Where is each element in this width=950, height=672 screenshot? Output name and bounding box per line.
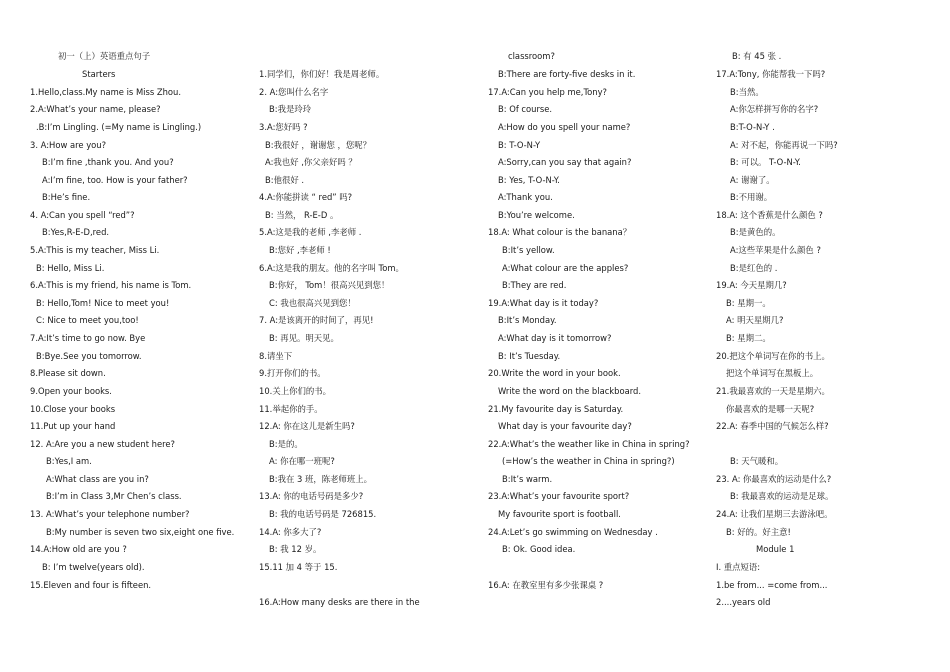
text-line: B:It’s Monday. bbox=[498, 315, 557, 325]
text-line: B: 有 45 张 . bbox=[732, 51, 782, 61]
text-line: B: Yes, T-O-N-Y. bbox=[498, 175, 560, 185]
text-line: B:他很好 . bbox=[265, 175, 305, 185]
text-line: 19.A:What day is it today? bbox=[488, 298, 599, 308]
text-line: Write the word on the blackboard. bbox=[498, 386, 642, 396]
text-line: 2.A:What’s your name, please? bbox=[30, 104, 161, 114]
text-line: 16.A: 在教室里有多少张课桌 ? bbox=[488, 580, 604, 590]
text-line: 21.My favourite day is Saturday. bbox=[488, 404, 624, 414]
text-line: B: 可以。 T-O-N-Y. bbox=[730, 157, 801, 167]
text-line: B:是红色的 . bbox=[730, 263, 778, 273]
text-line: 你最喜欢的是哪一天呢? bbox=[726, 404, 815, 414]
text-line: 3. A:How are you? bbox=[30, 140, 107, 150]
text-line: 6.A:This is my friend, his name is Tom. bbox=[30, 280, 192, 290]
page-title: 初一（上）英语重点句子 bbox=[58, 51, 151, 61]
text-line: A:我也好 ,你父亲好吗 ？ bbox=[265, 157, 357, 167]
text-line: 18.A: 这个香蕉是什么颜色 ? bbox=[716, 210, 823, 220]
text-line: B: 好的。好主意! bbox=[726, 527, 791, 537]
text-line: 4.A:你能拼读 “ red” 吗? bbox=[259, 192, 353, 202]
text-line: B: Hello,Tom! Nice to meet you! bbox=[36, 298, 170, 308]
text-line: B:我很好 ，谢谢您 ，您呢？ bbox=[265, 140, 372, 150]
text-line: 15.Eleven and four is fifteen. bbox=[30, 580, 152, 590]
text-line: 23.A:What’s your favourite sport? bbox=[488, 491, 630, 501]
text-line: A:你怎样拼写你的名字? bbox=[730, 104, 819, 114]
text-line: 9.Open your books. bbox=[30, 386, 112, 396]
column-1 bbox=[26, 0, 261, 672]
text-line: 21.我最喜欢的一天是星期六。 bbox=[716, 386, 830, 396]
text-line: 10.关上你们的书。 bbox=[259, 386, 331, 396]
text-line: 13.A: 你的电话号码是多少? bbox=[259, 491, 364, 501]
text-line: B: It’s Tuesday. bbox=[498, 351, 561, 361]
text-line: A:I’m fine, too. How is your father? bbox=[42, 175, 188, 185]
text-line: 20.把这个单词写在你的书上。 bbox=[716, 351, 830, 361]
text-line: B:There are forty-five desks in it. bbox=[498, 69, 636, 79]
text-line: 15.11 加 4 等于 15. bbox=[259, 562, 338, 572]
text-line: A:这些苹果是什么颜色 ? bbox=[730, 245, 821, 255]
text-line: B:He’s fine. bbox=[42, 192, 91, 202]
text-line: 把这个单词写在黑板上。 bbox=[726, 368, 819, 378]
text-line: A: 对不起，你能再说一下吗? bbox=[730, 140, 838, 150]
text-line: 13. A:What’s your telephone number? bbox=[30, 509, 190, 519]
text-line: B:你好， Tom！很高兴见到您！ bbox=[269, 280, 390, 290]
text-line: A:Sorry,can you say that again? bbox=[498, 157, 632, 167]
text-line: B:当然。 bbox=[730, 87, 764, 97]
text-line: 16.A:How many desks are there in the bbox=[259, 597, 420, 607]
text-line: B:是黄色的。 bbox=[730, 227, 781, 237]
text-line: 2. A:您叫什么名字 bbox=[259, 87, 329, 97]
text-line: (=How’s the weather in China in spring?) bbox=[502, 456, 675, 466]
text-line: 7. A:是该离开的时间了，再见! bbox=[259, 315, 374, 325]
text-line: C: Nice to meet you,too! bbox=[36, 315, 139, 325]
text-line: B:I’m fine ,thank you. And you? bbox=[42, 157, 174, 167]
text-line: B:我在 3 班，陈老师班上。 bbox=[269, 474, 372, 484]
text-line: 20.Write the word in your book. bbox=[488, 368, 621, 378]
text-line: 19.A: 今天星期几? bbox=[716, 280, 787, 290]
text-line: 5.A:This is my teacher, Miss Li. bbox=[30, 245, 160, 255]
text-line: A: 明天星期几? bbox=[726, 315, 784, 325]
text-line: A: 谢谢了。 bbox=[730, 175, 775, 185]
text-line: 8.Please sit down. bbox=[30, 368, 106, 378]
text-line: 1.be from... =come from... bbox=[716, 580, 828, 590]
text-line: A:What day is it tomorrow? bbox=[498, 333, 612, 343]
text-line: A:Thank you. bbox=[498, 192, 553, 202]
text-line: B: 当然， R-E-D 。 bbox=[265, 210, 339, 220]
text-line: 17.A:Can you help me,Tony? bbox=[488, 87, 607, 97]
text-line: B: I’m twelve(years old). bbox=[42, 562, 145, 572]
text-line: 12. A:Are you a new student here? bbox=[30, 439, 175, 449]
text-line: Module 1 bbox=[756, 544, 795, 554]
text-line: A:What colour are the apples? bbox=[502, 263, 629, 273]
text-line: B: T-O-N-Y bbox=[498, 140, 541, 150]
text-line: B: 天气暖和。 bbox=[730, 456, 784, 466]
column-2 bbox=[255, 0, 490, 672]
text-line: 18.A: What colour is the banana？ bbox=[488, 227, 632, 237]
text-line: B: 我 12 岁。 bbox=[269, 544, 322, 554]
text-line: Starters bbox=[82, 69, 116, 79]
text-line: 24.A: 让我们星期三去游泳吧。 bbox=[716, 509, 833, 519]
text-line: 14.A:How old are you ? bbox=[30, 544, 127, 554]
text-line: B: 再见。明天见。 bbox=[269, 333, 339, 343]
text-line: My favourite sport is football. bbox=[498, 509, 621, 519]
text-line: A:How do you spell your name? bbox=[498, 122, 631, 132]
text-line: 14.A: 你多大了? bbox=[259, 527, 322, 537]
text-line: B: Ok. Good idea. bbox=[502, 544, 576, 554]
text-line: .B:I’m Lingling. (=My name is Lingling.) bbox=[36, 122, 202, 132]
column-3 bbox=[484, 0, 719, 672]
text-line: B: 星期二。 bbox=[726, 333, 771, 343]
text-line: 22.A: 春季中国的气候怎么样? bbox=[716, 421, 829, 431]
text-line: 1.Hello,class.My name is Miss Zhou. bbox=[30, 87, 182, 97]
text-line: B:I’m in Class 3,Mr Chen’s class. bbox=[46, 491, 182, 501]
text-line: 17.A:Tony, 你能帮我一下吗? bbox=[716, 69, 826, 79]
text-line: B:是的。 bbox=[269, 439, 303, 449]
text-line: 8.请坐下 bbox=[259, 351, 293, 361]
text-line: 2....years old bbox=[716, 597, 771, 607]
text-line: 12.A: 你在这儿是新生吗? bbox=[259, 421, 355, 431]
text-line: 7.A:It’s time to go now. Bye bbox=[30, 333, 146, 343]
text-line: B: 星期一。 bbox=[726, 298, 771, 308]
text-line: 6.A:这是我的朋友。他的名字叫 Tom。 bbox=[259, 263, 404, 273]
text-line: classroom? bbox=[508, 51, 555, 61]
text-line: 23. A: 你最喜欢的运动是什么? bbox=[716, 474, 832, 484]
text-line: 5.A:这是我的老师 ,李老师 . bbox=[259, 227, 362, 237]
text-line: B:Yes,I am. bbox=[46, 456, 92, 466]
text-line: B:It’s warm. bbox=[502, 474, 553, 484]
text-line: I. 重点短语: bbox=[716, 562, 761, 572]
text-line: 11.Put up your hand bbox=[30, 421, 116, 431]
text-line: B: 我的电话号码是 726815. bbox=[269, 509, 377, 519]
text-line: C: 我也很高兴见到您！ bbox=[269, 298, 356, 308]
text-line: B: 我最喜欢的运动是足球。 bbox=[730, 491, 834, 501]
text-line: A:What class are you in? bbox=[46, 474, 149, 484]
text-line: 11.举起你的手。 bbox=[259, 404, 323, 414]
text-line: 1.同学们，你们好！我是周老师。 bbox=[259, 69, 385, 79]
text-line: 9.打开你们的书。 bbox=[259, 368, 326, 378]
text-line: B:您好 ,李老师 ! bbox=[269, 245, 331, 255]
text-line: 4. A:Can you spell “red”? bbox=[30, 210, 135, 220]
text-line: What day is your favourite day? bbox=[498, 421, 632, 431]
text-line: A: 你在哪一班呢? bbox=[269, 456, 335, 466]
text-line: B:It’s yellow. bbox=[502, 245, 555, 255]
column-4 bbox=[712, 0, 947, 672]
text-line: B:They are red. bbox=[502, 280, 567, 290]
text-line: 24.A:Let’s go swimming on Wednesday . bbox=[488, 527, 658, 537]
text-line: B:我是玲玲 bbox=[269, 104, 312, 114]
text-line: B: Of course. bbox=[498, 104, 553, 114]
text-line: 22.A:What’s the weather like in China in spring? bbox=[488, 439, 690, 449]
text-line: B:Bye.See you tomorrow. bbox=[36, 351, 142, 361]
text-line: B:不用谢。 bbox=[730, 192, 773, 202]
text-line: B:Yes,R-E-D,red. bbox=[42, 227, 110, 237]
text-line: B:You’re welcome. bbox=[498, 210, 575, 220]
text-line: B:My number is seven two six,eight one five. bbox=[46, 527, 235, 537]
text-line: 3.A:您好吗 ? bbox=[259, 122, 308, 132]
text-line: B: Hello, Miss Li. bbox=[36, 263, 105, 273]
text-line: 10.Close your books bbox=[30, 404, 116, 414]
text-line: B:T-O-N-Y . bbox=[730, 122, 775, 132]
